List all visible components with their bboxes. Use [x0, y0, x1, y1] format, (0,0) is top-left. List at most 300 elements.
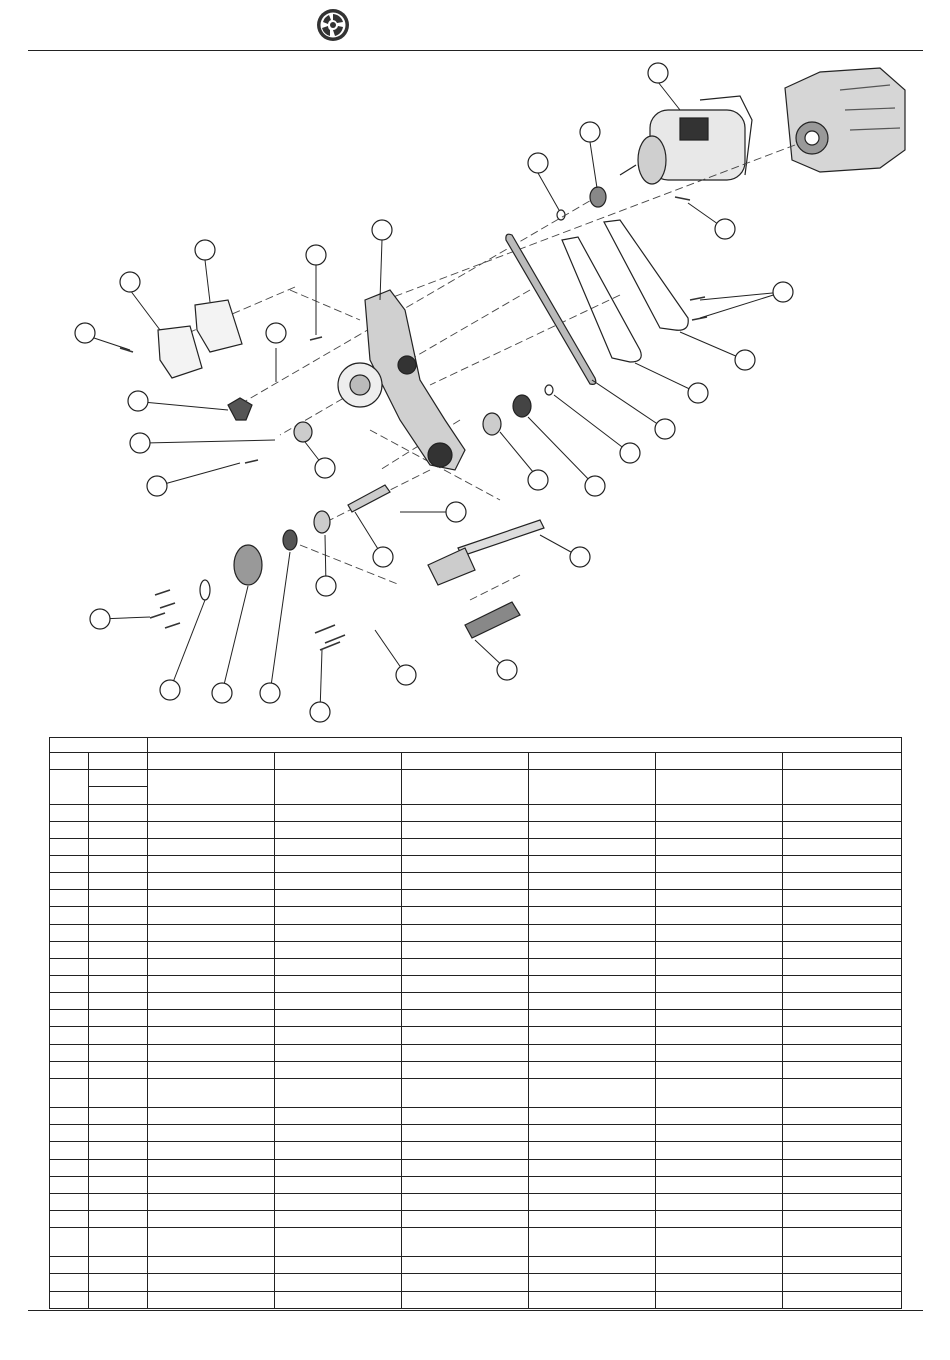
table-cell: [89, 941, 148, 958]
table-cell: [275, 890, 402, 907]
table-cell: [656, 1010, 783, 1027]
table-cell: [656, 1125, 783, 1142]
table-cell: [656, 753, 783, 770]
table-cell: [148, 1274, 275, 1291]
table-cell: [148, 1159, 275, 1176]
table-row: [50, 1257, 902, 1274]
table-cell: [783, 1061, 902, 1078]
table-cell: [50, 1061, 89, 1078]
cover-plate-left: [158, 326, 202, 378]
table-cell: [402, 838, 529, 855]
table-row: [50, 804, 902, 821]
table-cell: [402, 1210, 529, 1227]
table-cell: [50, 821, 89, 838]
table-cell: [89, 924, 148, 941]
exploded-parts-diagram: [40, 55, 920, 735]
table-cell: [89, 1228, 148, 1257]
table-cell: [148, 753, 275, 770]
table-header-row: [50, 738, 902, 753]
table-cell: [148, 958, 275, 975]
table-cell: [783, 1228, 902, 1257]
table-cell: [50, 993, 89, 1010]
table-cell: [148, 1228, 275, 1257]
table-cell: [783, 1193, 902, 1210]
table-cell: [529, 1228, 656, 1257]
table-row: [50, 1108, 902, 1125]
table-cell: [783, 1257, 902, 1274]
table-cell: [50, 1257, 89, 1274]
table-cell: [89, 1010, 148, 1027]
table-cell: [275, 1257, 402, 1274]
table-cell: [783, 1176, 902, 1193]
table-cell: [656, 1159, 783, 1176]
table-cell: [148, 1027, 275, 1044]
table-cell: [529, 856, 656, 873]
table-cell: [89, 753, 148, 770]
parts-list-table: [49, 737, 902, 1309]
table-cell: [89, 821, 148, 838]
table-cell: [529, 804, 656, 821]
table-row: [50, 838, 902, 855]
table-cell: [656, 838, 783, 855]
table-cell: [783, 821, 902, 838]
drive-pulley: [234, 545, 262, 585]
table-cell: [656, 1044, 783, 1061]
table-cell: [783, 1291, 902, 1308]
table-cell: [50, 975, 89, 992]
table-cell: [656, 804, 783, 821]
table-cell: [89, 1142, 148, 1159]
gearbox-housing-illustration: [785, 68, 905, 172]
table-cell: [89, 1044, 148, 1061]
table-cell: [275, 1044, 402, 1061]
table-cell: [148, 1010, 275, 1027]
table-row: [50, 975, 902, 992]
table-cell: [402, 993, 529, 1010]
table-cell: [275, 1176, 402, 1193]
table-cell: [275, 1193, 402, 1210]
table-cell: [783, 1010, 902, 1027]
table-cell: [402, 821, 529, 838]
table-cell: [656, 1061, 783, 1078]
table-cell: [783, 958, 902, 975]
table-subheader-row: [50, 753, 902, 770]
table-row: [50, 1078, 902, 1107]
table-cell: [275, 821, 402, 838]
ring-b: [557, 210, 565, 220]
table-cell: [89, 1027, 148, 1044]
table-cell: [529, 1159, 656, 1176]
table-cell: [656, 1176, 783, 1193]
table-cell: [402, 1257, 529, 1274]
table-cell: [656, 975, 783, 992]
table-cell: [529, 958, 656, 975]
frame-arm-illustration: [338, 290, 465, 470]
table-cell: [50, 1176, 89, 1193]
table-cell: [656, 1257, 783, 1274]
table-cell: [529, 1176, 656, 1193]
table-cell: [89, 787, 148, 804]
table-cell: [50, 1291, 89, 1308]
table-cell: [148, 1142, 275, 1159]
table-cell: [275, 753, 402, 770]
table-cell: [529, 975, 656, 992]
table-cell: [656, 1142, 783, 1159]
table-cell: [275, 873, 402, 890]
table-cell: [50, 856, 89, 873]
table-cell: [148, 821, 275, 838]
table-cell: [275, 838, 402, 855]
table-cell: [529, 890, 656, 907]
table-cell: [783, 1078, 902, 1107]
table-cell: [50, 941, 89, 958]
table-cell: [89, 1176, 148, 1193]
table-cell: [148, 804, 275, 821]
table-row: [50, 924, 902, 941]
table-cell: [783, 770, 902, 804]
table-header-cell: [148, 738, 902, 753]
handle-grip: [465, 602, 520, 638]
table-row: [50, 1142, 902, 1159]
table-cell: [148, 1257, 275, 1274]
table-row: [50, 873, 902, 890]
pulley-small: [513, 395, 531, 417]
table-cell: [89, 1210, 148, 1227]
table-cell: [148, 1061, 275, 1078]
table-cell: [402, 1228, 529, 1257]
table-cell: [275, 1108, 402, 1125]
table-row: [50, 1061, 902, 1078]
table-cell: [148, 1108, 275, 1125]
table-cell: [402, 1125, 529, 1142]
table-cell: [275, 770, 402, 804]
table-cell: [89, 1257, 148, 1274]
table-cell: [783, 873, 902, 890]
table-cell: [275, 975, 402, 992]
table-row: [50, 1193, 902, 1210]
table-cell: [783, 1044, 902, 1061]
table-cell: [50, 753, 89, 770]
table-cell: [783, 753, 902, 770]
bearing-a: [294, 422, 312, 442]
table-cell: [89, 993, 148, 1010]
table-cell: [656, 1108, 783, 1125]
table-row: [50, 1027, 902, 1044]
table-cell: [529, 941, 656, 958]
table-cell: [89, 804, 148, 821]
table-cell: [275, 1125, 402, 1142]
table-cell: [402, 1078, 529, 1107]
table-row: [50, 941, 902, 958]
table-cell: [529, 1010, 656, 1027]
table-cell: [275, 941, 402, 958]
table-row: [50, 890, 902, 907]
table-cell: [50, 1010, 89, 1027]
table-cell: [50, 1142, 89, 1159]
table-row: [50, 1125, 902, 1142]
table-cell: [402, 856, 529, 873]
table-cell: [50, 770, 89, 804]
table-cell: [402, 1027, 529, 1044]
table-cell: [783, 1274, 902, 1291]
table-cell: [89, 907, 148, 924]
table-row: [50, 1010, 902, 1027]
table-cell: [783, 975, 902, 992]
table-cell: [275, 1210, 402, 1227]
table-cell: [89, 770, 148, 787]
table-cell: [50, 890, 89, 907]
table-cell: [656, 873, 783, 890]
table-cell: [89, 856, 148, 873]
table-cell: [89, 1108, 148, 1125]
table-cell: [50, 1210, 89, 1227]
table-cell: [783, 907, 902, 924]
table-cell: [89, 1061, 148, 1078]
table-cell: [148, 941, 275, 958]
table-cell: [529, 1078, 656, 1107]
table-cell: [402, 770, 529, 804]
footer-divider: [28, 1310, 923, 1311]
table-cell: [89, 975, 148, 992]
table-cell: [402, 975, 529, 992]
table-cell: [275, 856, 402, 873]
table-cell: [783, 1125, 902, 1142]
table-cell: [529, 770, 656, 804]
table-cell: [656, 907, 783, 924]
table-cell: [148, 924, 275, 941]
table-cell: [783, 941, 902, 958]
table-cell: [783, 1159, 902, 1176]
table-cell: [148, 770, 275, 804]
table-cell: [275, 1159, 402, 1176]
table-cell: [402, 1010, 529, 1027]
table-cell: [148, 856, 275, 873]
table-cell: [402, 1176, 529, 1193]
handle-bracket: [428, 548, 475, 585]
table-cell: [50, 1125, 89, 1142]
table-cell: [275, 1078, 402, 1107]
table-cell: [402, 958, 529, 975]
table-cell: [656, 1210, 783, 1227]
table-cell: [402, 941, 529, 958]
table-cell: [275, 1274, 402, 1291]
belt-guard-right: [604, 220, 688, 330]
table-cell: [148, 1044, 275, 1061]
table-cell: [148, 1176, 275, 1193]
table-cell: [656, 856, 783, 873]
table-cell: [529, 821, 656, 838]
brand-logo-icon: [316, 8, 350, 42]
table-cell: [656, 924, 783, 941]
table-cell: [275, 1010, 402, 1027]
table-cell: [89, 1125, 148, 1142]
ring-a: [545, 385, 553, 395]
table-cell: [89, 890, 148, 907]
table-cell: [529, 1027, 656, 1044]
table-cell: [529, 1210, 656, 1227]
table-row: [50, 1274, 902, 1291]
table-cell: [529, 1108, 656, 1125]
table-cell: [275, 1228, 402, 1257]
table-header-cell: [50, 738, 148, 753]
table-cell: [783, 856, 902, 873]
table-cell: [275, 1142, 402, 1159]
table-cell: [50, 838, 89, 855]
table-cell: [783, 838, 902, 855]
table-cell: [656, 1193, 783, 1210]
table-cell: [402, 890, 529, 907]
table-row: [50, 1176, 902, 1193]
table-row: [50, 907, 902, 924]
handle-bar: [458, 520, 544, 556]
table-row: [50, 1159, 902, 1176]
table-cell: [529, 993, 656, 1010]
table-cell: [529, 1044, 656, 1061]
gear-small: [590, 187, 606, 207]
table-cell: [89, 958, 148, 975]
table-cell: [529, 1274, 656, 1291]
table-cell: [656, 770, 783, 804]
table-cell: [148, 873, 275, 890]
table-cell: [89, 1291, 148, 1308]
table-cell: [529, 873, 656, 890]
table-cell: [529, 1257, 656, 1274]
table-cell: [783, 1027, 902, 1044]
table-cell: [529, 753, 656, 770]
table-cell: [148, 975, 275, 992]
table-cell: [402, 1274, 529, 1291]
table-cell: [275, 907, 402, 924]
table-row: [50, 1291, 902, 1308]
retaining-ring: [200, 580, 210, 600]
table-cell: [275, 1291, 402, 1308]
table-cell: [275, 993, 402, 1010]
table-cell: [402, 1159, 529, 1176]
table-cell: [50, 958, 89, 975]
table-row: [50, 993, 902, 1010]
table-cell: [656, 890, 783, 907]
table-cell: [50, 804, 89, 821]
table-cell: [656, 993, 783, 1010]
table-cell: [50, 1044, 89, 1061]
table-cell: [656, 1228, 783, 1257]
table-cell: [89, 1159, 148, 1176]
table-cell: [656, 1291, 783, 1308]
table-cell: [275, 1027, 402, 1044]
table-cell: [50, 1274, 89, 1291]
table-cell: [783, 1108, 902, 1125]
table-cell: [275, 924, 402, 941]
table-cell: [529, 1193, 656, 1210]
drive-belt: [506, 234, 596, 384]
table-cell: [148, 1291, 275, 1308]
table-cell: [148, 1193, 275, 1210]
table-cell: [50, 1193, 89, 1210]
table-cell: [50, 907, 89, 924]
table-cell: [783, 1142, 902, 1159]
cover-plate-right: [195, 300, 242, 352]
table-cell: [783, 993, 902, 1010]
table-cell: [89, 1274, 148, 1291]
table-cell: [148, 1210, 275, 1227]
table-cell: [529, 924, 656, 941]
table-cell: [50, 1228, 89, 1257]
clamp-knob: [228, 398, 252, 420]
table-cell: [402, 1142, 529, 1159]
table-cell: [783, 804, 902, 821]
table-cell: [529, 1291, 656, 1308]
table-cell: [50, 873, 89, 890]
table-cell: [402, 804, 529, 821]
table-cell: [402, 1044, 529, 1061]
table-cell: [402, 1061, 529, 1078]
table-cell: [656, 1078, 783, 1107]
table-cell: [89, 1193, 148, 1210]
table-cell: [275, 958, 402, 975]
table-cell: [783, 1210, 902, 1227]
table-cell: [148, 890, 275, 907]
table-cell: [529, 907, 656, 924]
table-cell: [402, 1108, 529, 1125]
table-cell: [529, 838, 656, 855]
table-cell: [50, 1159, 89, 1176]
table-cell: [89, 1078, 148, 1107]
seal-ring: [283, 530, 297, 550]
table-cell: [529, 1125, 656, 1142]
table-cell: [275, 804, 402, 821]
table-cell: [783, 890, 902, 907]
table-cell: [50, 924, 89, 941]
table-cell: [656, 1027, 783, 1044]
table-cell: [402, 753, 529, 770]
table-row: [50, 821, 902, 838]
table-cell: [656, 941, 783, 958]
table-cell: [50, 1078, 89, 1107]
table-cell: [529, 1142, 656, 1159]
table-cell: [529, 1061, 656, 1078]
table-cell: [402, 924, 529, 941]
header-divider: [28, 50, 923, 51]
table-cell: [50, 1108, 89, 1125]
table-cell: [148, 907, 275, 924]
table-cell: [50, 1027, 89, 1044]
table-subheader-row: [50, 770, 902, 787]
table-cell: [402, 873, 529, 890]
table-row: [50, 958, 902, 975]
table-cell: [148, 1125, 275, 1142]
table-cell: [656, 1274, 783, 1291]
table-cell: [275, 1061, 402, 1078]
table-cell: [148, 1078, 275, 1107]
table-row: [50, 1228, 902, 1257]
table-row: [50, 856, 902, 873]
table-cell: [89, 838, 148, 855]
table-cell: [148, 838, 275, 855]
bearing-c: [314, 511, 330, 533]
bearing-b: [483, 413, 501, 435]
table-cell: [89, 873, 148, 890]
drive-shaft: [348, 485, 390, 512]
table-cell: [783, 924, 902, 941]
table-cell: [148, 993, 275, 1010]
table-cell: [656, 958, 783, 975]
table-cell: [656, 821, 783, 838]
table-row: [50, 1210, 902, 1227]
motor-illustration: [620, 96, 752, 184]
table-cell: [402, 1291, 529, 1308]
table-row: [50, 1044, 902, 1061]
table-cell: [402, 1193, 529, 1210]
